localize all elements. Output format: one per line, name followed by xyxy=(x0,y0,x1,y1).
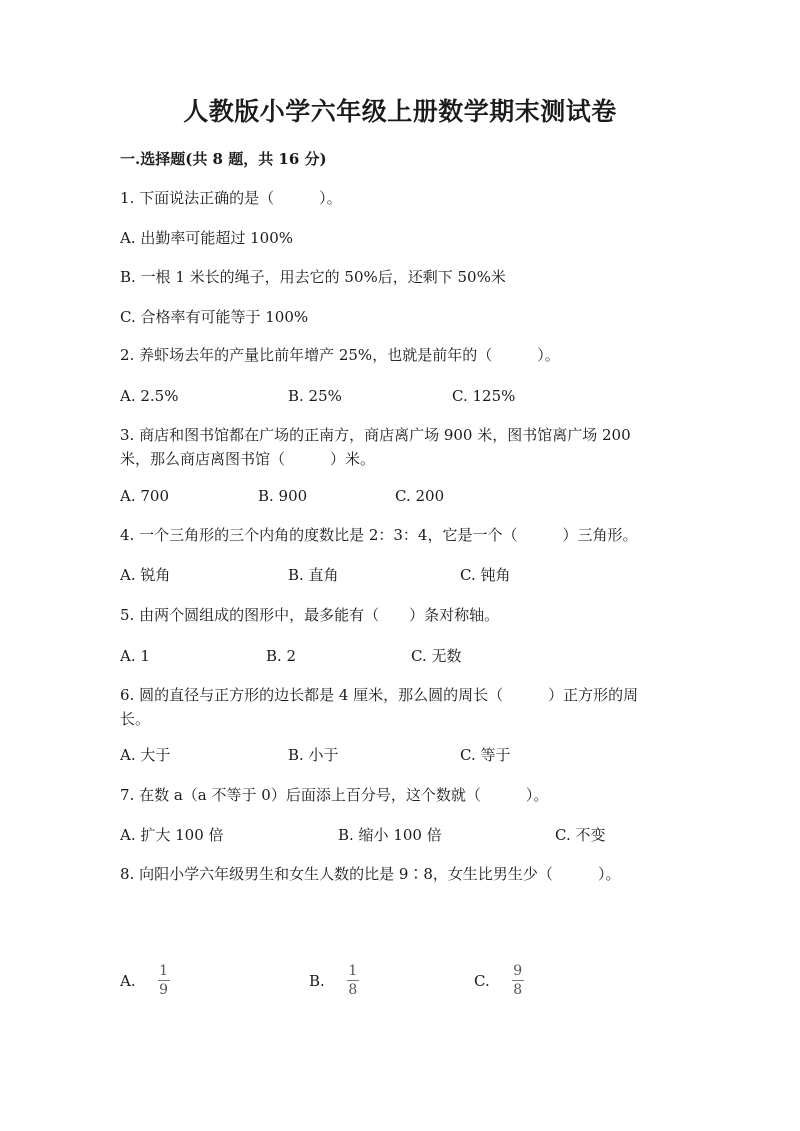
fraction-numerator: 9 xyxy=(513,963,523,979)
q7-option-b[interactable]: B. 缩小 100 倍 xyxy=(338,826,442,844)
q2-option-b[interactable]: B. 25% xyxy=(288,387,342,405)
q3-option-b[interactable]: B. 900 xyxy=(258,487,308,505)
fraction-bar xyxy=(512,980,524,981)
question-5: 5. 由两个圆组成的图形中，最多能有（ ）条对称轴。 xyxy=(120,606,500,624)
question-7: 7. 在数 a（a 不等于 0）后面添上百分号，这个数就（ ）。 xyxy=(120,786,549,804)
q3-option-c[interactable]: C. 200 xyxy=(395,487,445,505)
q8-option-c[interactable] xyxy=(474,963,524,998)
q1-option-c[interactable]: C. 合格率有可能等于 100% xyxy=(120,308,309,326)
q7-option-c[interactable]: C. 不变 xyxy=(555,826,606,844)
q6-option-b[interactable]: B. 小于 xyxy=(288,746,339,764)
question-6: 6. 圆的直径与正方形的边长都是 4 厘米，那么圆的周长（ ）正方形的周长。 xyxy=(120,686,639,728)
page-title: 人教版小学六年级上册数学期末测试卷 xyxy=(183,97,617,126)
q6-option-c[interactable]: C. 等于 xyxy=(460,746,511,764)
q5-option-c[interactable]: C. 无数 xyxy=(411,647,462,665)
q4-option-b[interactable]: B. 直角 xyxy=(288,566,339,584)
fraction-bar xyxy=(158,980,170,981)
q8-option-c-label: C. xyxy=(474,971,490,990)
q5-option-b[interactable]: B. 2 xyxy=(266,647,297,665)
fraction-denominator: 9 xyxy=(159,982,169,998)
fraction-numerator: 1 xyxy=(348,963,358,979)
fraction-bar xyxy=(347,980,359,981)
q1-option-a[interactable]: A. 出勤率可能超过 100% xyxy=(120,229,294,247)
question-3: 3. 商店和图书馆都在广场的正南方，商店离广场 900 米，图书馆离广场 200 米，那么商店离图书馆（ ）米。 xyxy=(120,426,631,468)
q4-option-c[interactable]: C. 钝角 xyxy=(460,566,511,584)
q6-option-a[interactable]: A. 大于 xyxy=(120,746,171,764)
question-2: 2. 养虾场去年的产量比前年增产 25%，也就是前年的（ ）。 xyxy=(120,346,560,364)
q2-option-c[interactable]: C. 125% xyxy=(452,387,516,405)
fraction-denominator: 8 xyxy=(513,982,523,998)
question-8: 8. 向阳小学六年级男生和女生人数的比是 9∶8，女生比男生少（ ）。 xyxy=(120,865,621,883)
q3-option-a[interactable]: A. 700 xyxy=(120,487,169,505)
fraction-denominator: 8 xyxy=(348,982,358,998)
fraction xyxy=(347,963,359,998)
section-heading: 一.选择题(共 8 题，共 16 分) xyxy=(120,150,327,168)
q8-option-a[interactable] xyxy=(120,963,170,998)
fraction-numerator: 1 xyxy=(159,963,169,979)
q8-option-b[interactable] xyxy=(309,963,359,998)
fraction xyxy=(512,963,524,998)
question-1: 1. 下面说法正确的是（ ）。 xyxy=(120,189,342,207)
question-4: 4. 一个三角形的三个内角的度数比是 2：3：4，它是一个（ ）三角形。 xyxy=(120,526,638,544)
q1-option-b[interactable]: B. 一根 1 米长的绳子，用去它的 50%后，还剩下 50%米 xyxy=(120,268,506,286)
q5-option-a[interactable]: A. 1 xyxy=(120,647,150,665)
q4-option-a[interactable]: A. 锐角 xyxy=(120,566,171,584)
q8-option-b-label: B. xyxy=(309,971,325,990)
q8-option-a-label: A. xyxy=(120,971,136,990)
fraction xyxy=(158,963,170,998)
q7-option-a[interactable]: A. 扩大 100 倍 xyxy=(120,826,224,844)
q2-option-a[interactable]: A. 2.5% xyxy=(120,387,179,405)
